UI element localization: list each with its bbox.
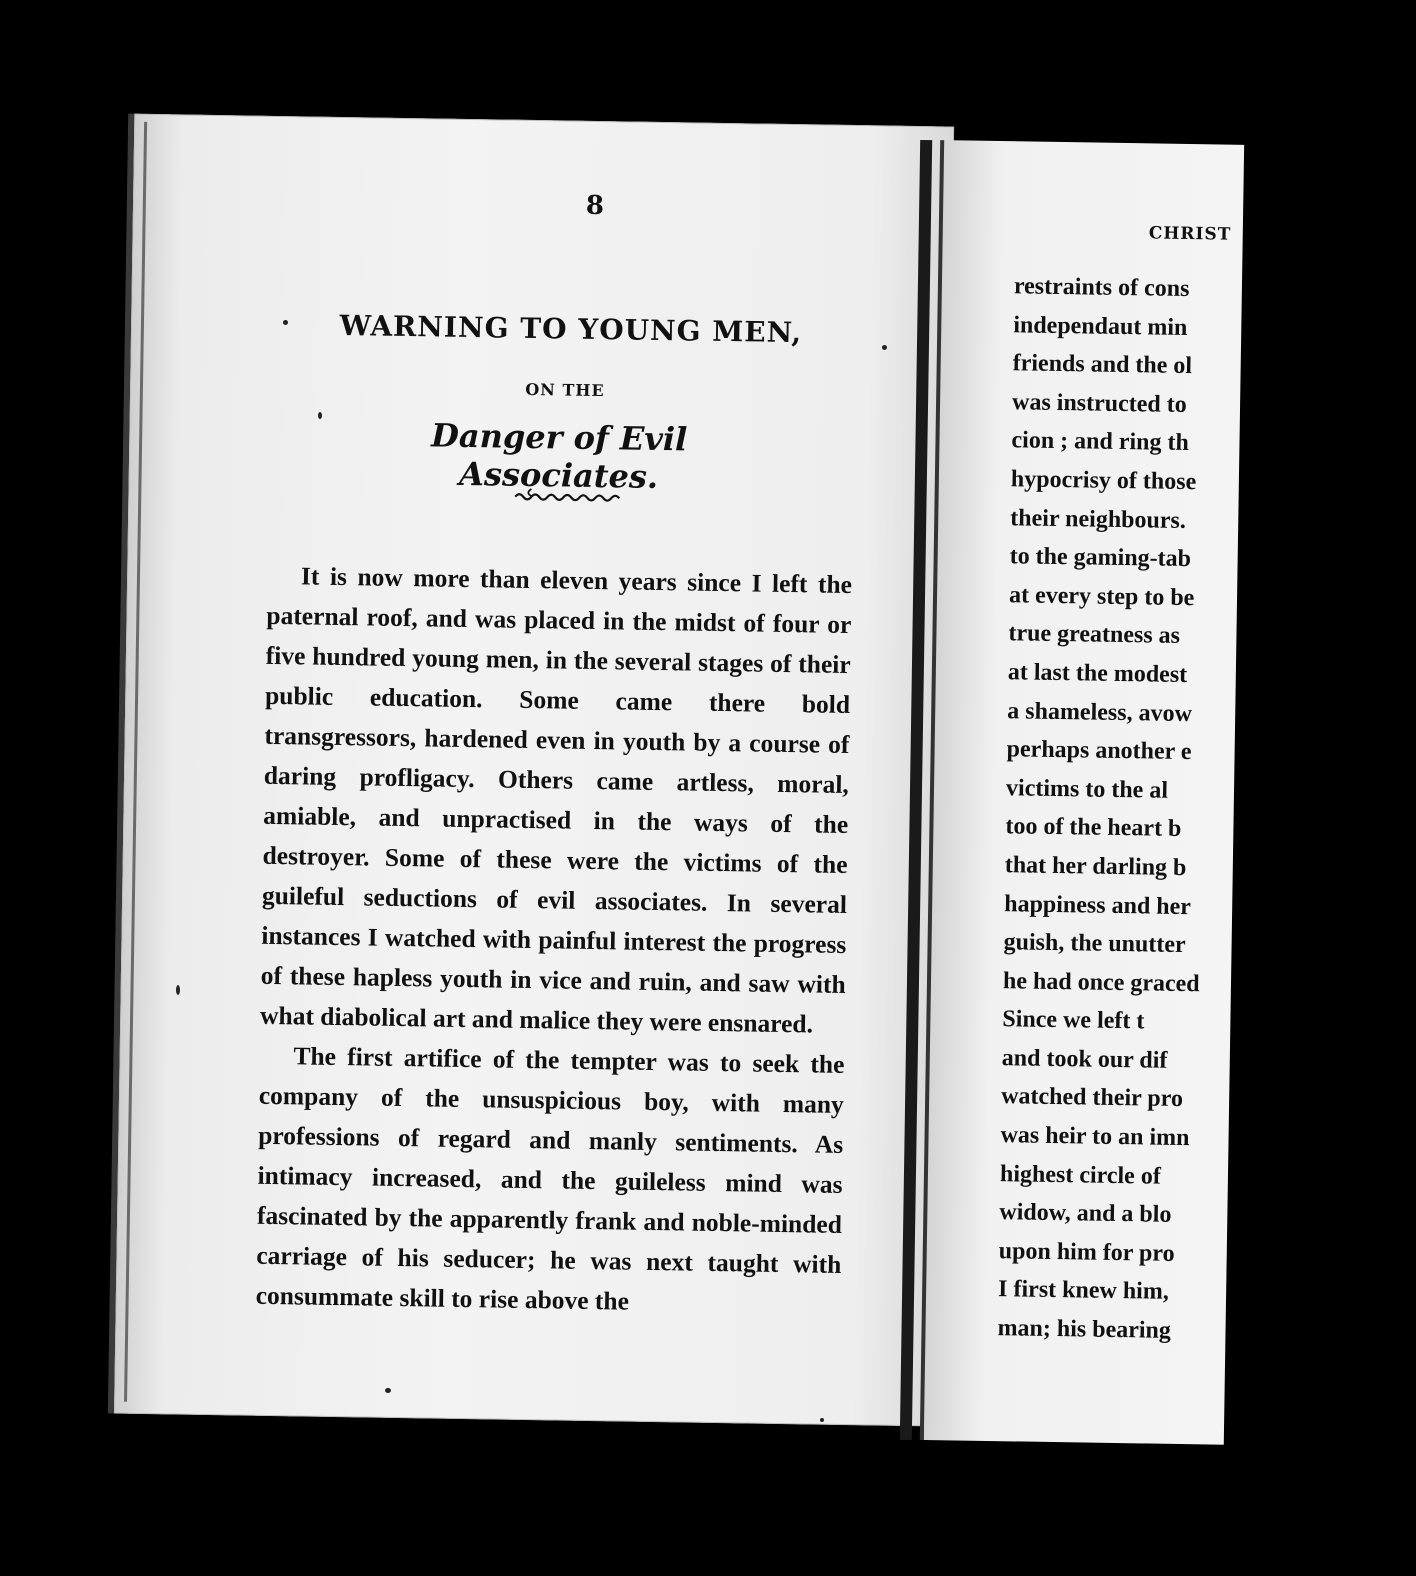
page-title: WARNING TO YOUNG MEN,: [339, 308, 803, 350]
text-line: too of the heart b: [1005, 813, 1182, 843]
text-line: at last the modest: [1007, 659, 1188, 688]
text-line: victims to the al: [1005, 774, 1169, 804]
page-subtitle: Danger of Evil Associates.: [430, 416, 688, 496]
text-line: I first knew him,: [997, 1276, 1170, 1306]
text-line: cion ; and ring th: [1011, 427, 1190, 457]
text-line: that her darling b: [1004, 852, 1187, 881]
paragraph-1: It is now more than eleven years since I left the paternal roof, and was placed in the midst of four or five hundred young men, in the several stages of their public education. Some came there bold transgressors, hardened even in youth by a course of daring profligacy. Others came artless, moral, amiable, and unpractised in the ways of the destroyer. Some of these were the victims of the guileful seductions of evil associates. In several instances I watched with painful interest the progress of these hapless youth in vice and ruin, and saw with what diabolical art and malice they were ensnared.: [259, 561, 853, 1039]
text-line: at every step to be: [1008, 581, 1195, 611]
text-line: their neighbours.: [1010, 504, 1187, 534]
text-line: happiness and her: [1004, 890, 1192, 920]
text-line: friends and the ol: [1012, 350, 1193, 380]
text-line: restraints of cons: [1013, 273, 1190, 303]
left-page: [108, 114, 954, 1427]
running-header: CHRIST: [1148, 223, 1232, 245]
paragraph-2: The first artifice of the tempter was to seek the company of the unsuspicious boy, with many professions of regard and manly sentiments. As intimacy increased, and the guileless mind was fascinated by the apparently frank and noble-minded carriage of his seducer; he was next taught with consummate skill to rise above the: [255, 1041, 845, 1316]
page-number: 8: [585, 190, 605, 222]
text-line: to the gaming-tab: [1009, 543, 1192, 573]
text-line: Since we left t: [1002, 1006, 1145, 1035]
text-line: was heir to an imn: [1000, 1122, 1190, 1152]
text-line: highest circle of: [999, 1160, 1162, 1190]
text-line: hypocrisy of those: [1010, 466, 1197, 496]
right-page-text: [997, 267, 1414, 1354]
text-line: he had once graced: [1002, 967, 1200, 997]
text-line: widow, and a blo: [999, 1199, 1172, 1229]
text-line: guish, the unutter: [1003, 929, 1186, 959]
text-line: man; his bearing: [997, 1315, 1172, 1344]
text-line: a shameless, avow: [1007, 697, 1193, 727]
text-line: and took our dif: [1001, 1045, 1168, 1074]
decorative-rule-ornament: [513, 488, 623, 504]
text-line: watched their pro: [1000, 1083, 1184, 1113]
right-page: [920, 140, 1244, 1445]
text-line: upon him for pro: [998, 1237, 1175, 1267]
page-edge-line: [124, 122, 147, 1402]
text-line: independaut min: [1013, 311, 1188, 341]
title-connector: ON THE: [525, 379, 605, 401]
text-line: true greatness as: [1008, 620, 1181, 650]
text-line: was instructed to: [1011, 389, 1187, 418]
body-text: [255, 556, 852, 1325]
text-line: perhaps another e: [1006, 736, 1192, 766]
